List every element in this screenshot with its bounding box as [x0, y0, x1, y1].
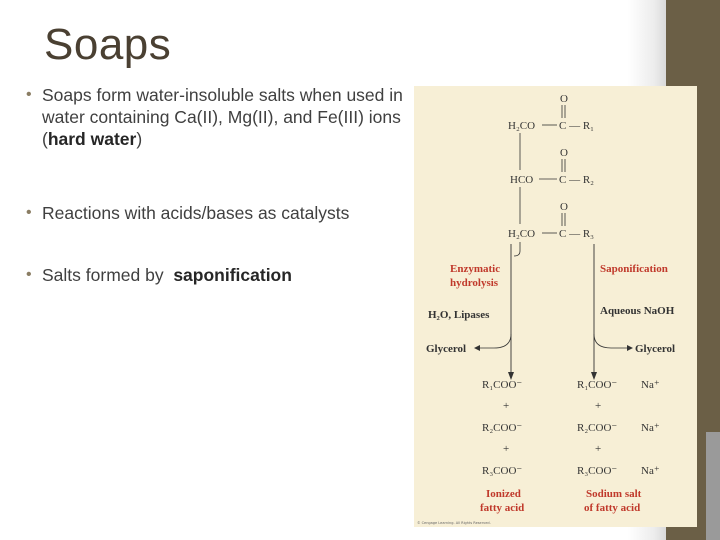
left-plus-2: + — [503, 443, 510, 455]
right-caption-line1: Sodium salt — [586, 488, 642, 500]
bullet-text-plain: Reactions with acids/bases as catalysts — [42, 203, 350, 223]
right-product-3: R₃COO⁻ — [577, 465, 618, 477]
right-path — [577, 263, 675, 514]
carbonyl-oxygen-2: O — [560, 147, 568, 159]
left-caption-line2: fatty acid — [480, 502, 525, 514]
enzymatic-label-line2: hydrolysis — [450, 277, 499, 289]
triglyceride-structure — [508, 93, 594, 240]
reaction-diagram — [414, 86, 697, 527]
right-counter-ion-3: Na⁺ — [641, 465, 660, 477]
right-reagent: Aqueous NaOH — [600, 305, 675, 317]
carbonyl-oxygen-1: O — [560, 93, 568, 105]
row1-right: C — R₁ — [559, 120, 595, 132]
decorative-gray-block — [706, 432, 720, 540]
bullet-dot: • — [26, 86, 32, 103]
bullet-text-bold: hard water — [47, 129, 137, 149]
left-path — [426, 263, 524, 514]
right-plus-2: + — [595, 443, 602, 455]
left-product-1: R₁COO⁻ — [482, 379, 523, 391]
saponification-figure — [414, 86, 697, 527]
row1-left: H₂CO — [508, 120, 536, 132]
bullet-item-hard-water — [26, 84, 406, 150]
right-caption-line2: of fatty acid — [584, 502, 641, 514]
enzymatic-label-line1: Enzymatic — [450, 263, 501, 275]
left-glycerol: Glycerol — [426, 343, 467, 355]
bullet-text-bold: saponification — [173, 265, 292, 285]
right-product-1: R₁COO⁻ — [577, 379, 618, 391]
bullet-text — [42, 84, 406, 150]
right-product-2: R₂COO⁻ — [577, 422, 618, 434]
bullet-text-plain: Salts formed by — [42, 265, 174, 285]
left-caption-line1: Ionized — [486, 488, 521, 500]
bullet-dot: • — [26, 266, 32, 283]
row2-left: HCO — [510, 174, 534, 186]
saponification-label: Saponification — [600, 263, 668, 275]
bullet-text-plain: Soaps form water-insoluble salts when used in water containing Ca(II), Mg(II), and Fe(III) ions ( — [42, 85, 403, 149]
right-counter-ion-1: Na⁺ — [641, 379, 660, 391]
bullet-text — [42, 202, 406, 224]
row2-right: C — R₂ — [559, 174, 595, 186]
bullet-text-tail: ) — [136, 129, 143, 149]
left-product-2: R₂COO⁻ — [482, 422, 523, 434]
row3-left: H₂CO — [508, 228, 536, 240]
left-plus-1: + — [503, 400, 510, 412]
figure-credit: © Cengage Learning. All Rights Reserved. — [417, 521, 491, 525]
bullet-item-reactions — [26, 202, 406, 224]
right-plus-1: + — [595, 400, 602, 412]
left-reagent: H₂O, Lipases — [428, 309, 490, 321]
carbonyl-oxygen-3: O — [560, 201, 568, 213]
row3-right: C — R₃ — [559, 228, 595, 240]
bullet-dot: • — [26, 204, 32, 221]
left-product-3: R₃COO⁻ — [482, 465, 523, 477]
bullet-item-saponification — [26, 264, 406, 286]
right-counter-ion-2: Na⁺ — [641, 422, 660, 434]
right-glycerol: Glycerol — [635, 343, 676, 355]
bullet-text — [42, 264, 406, 286]
slide-title: Soaps — [44, 20, 172, 69]
